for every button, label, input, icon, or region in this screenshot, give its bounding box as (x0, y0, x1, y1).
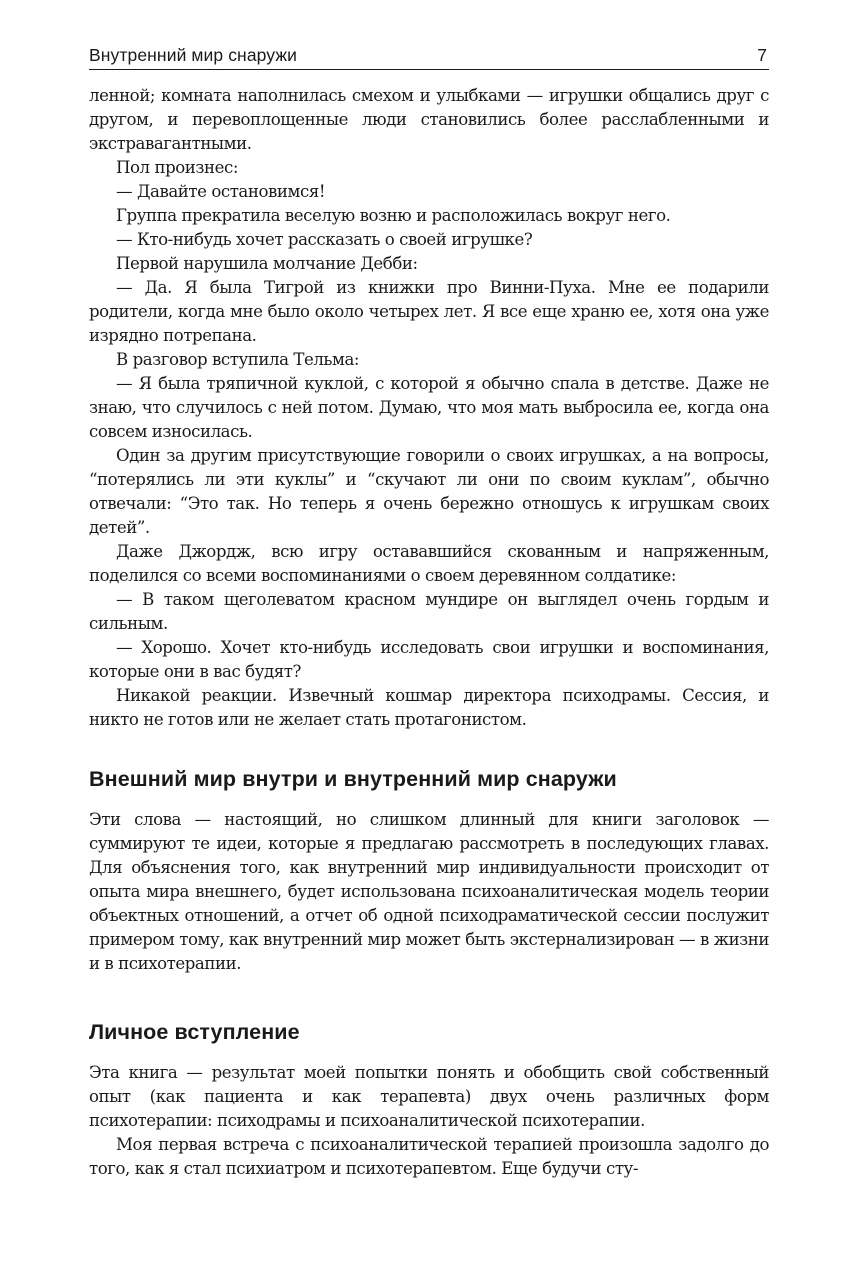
paragraph: — В таком щеголеватом красном мундире он выглядел очень гордым и сильным. (89, 590, 769, 633)
section-heading: Внешний мир внутри и внутренний мир снаружи (89, 767, 617, 791)
paragraph: Эти слова — настоящий, но слишком длинный для книги заголовок — суммируют те идеи, которые я предлагаю рассмотреть в последующих главах. Для объяснения того, как внутренний мир индивидуальности происходит от опыта мира внешнего, будет использована психоаналитическая модель теории объектных отношений, а отчет об одной психодраматической сессии послужит примером тому, как внутренний мир может быть экстернализирован — в жизни и в психотерапии. (89, 810, 769, 973)
paragraph: Эта книга — результат моей попытки понять и обобщить свой собственный опыт (как пациента и как терапевта) двух очень различных форм психотерапии: психодрамы и психоаналитической психотерапии. (89, 1063, 769, 1130)
paragraph: — Давайте остановимся! (116, 182, 326, 201)
paragraph: В разговор вступила Тельма: (116, 350, 360, 369)
paragraph: Никакой реакции. Извечный кошмар директора психодрамы. Сессия, и никто не готов или не желает стать протагонистом. (89, 686, 769, 729)
paragraph: — Хорошо. Хочет кто-нибудь исследовать свои игрушки и воспоминания, которые они в вас будят? (89, 638, 769, 681)
page-number: 7 (757, 45, 767, 65)
paragraph: ленной; комната наполнилась смехом и улыбками — игрушки общались друг с другом, и перевоплощенные люди становились более расслабленными и экстравагантными. (89, 86, 769, 153)
running-header (89, 36, 769, 70)
running-title: Внутренний мир снаружи (89, 45, 298, 65)
book-page (89, 36, 769, 1181)
paragraph: Моя первая встреча с психоаналитической терапией произошла задолго до того, как я стал психиатром и психотерапевтом. Еще будучи сту- (89, 1135, 769, 1178)
paragraph: Даже Джордж, всю игру остававшийся скованным и напряженным, поделился со всеми воспоминаниями о своем деревянном солдатике: (89, 542, 769, 585)
paragraph: — Да. Я была Тигрой из книжки про Винни-Пуха. Мне ее подарили родители, когда мне было около четырех лет. Я все еще храню ее, хотя она уже изрядно потрепана. (89, 278, 769, 345)
section-text (89, 1061, 769, 1181)
paragraph: Группа прекратила веселую возню и расположилась вокруг него. (116, 206, 671, 225)
paragraph: — Кто-нибудь хочет рассказать о своей игрушке? (116, 230, 533, 249)
paragraph: — Я была тряпичной куклой, с которой я обычно спала в детстве. Даже не знаю, что случилось с ней потом. Думаю, что моя мать выбросила ее, когда она совсем износилась. (89, 374, 769, 441)
section-text (89, 808, 769, 976)
section-heading: Личное вступление (89, 1020, 300, 1044)
paragraph: Пол произнес: (116, 158, 238, 177)
paragraph: Один за другим присутствующие говорили о своих игрушках, а на вопросы, “потерялись ли эти куклы” и “скучают ли они по своим куклам”, обычно отвечали: “Это так. Но теперь я очень бережно отношусь к игрушкам своих детей”. (89, 446, 769, 537)
intro-text (89, 84, 769, 732)
paragraph: Первой нарушила молчание Дебби: (116, 254, 418, 273)
